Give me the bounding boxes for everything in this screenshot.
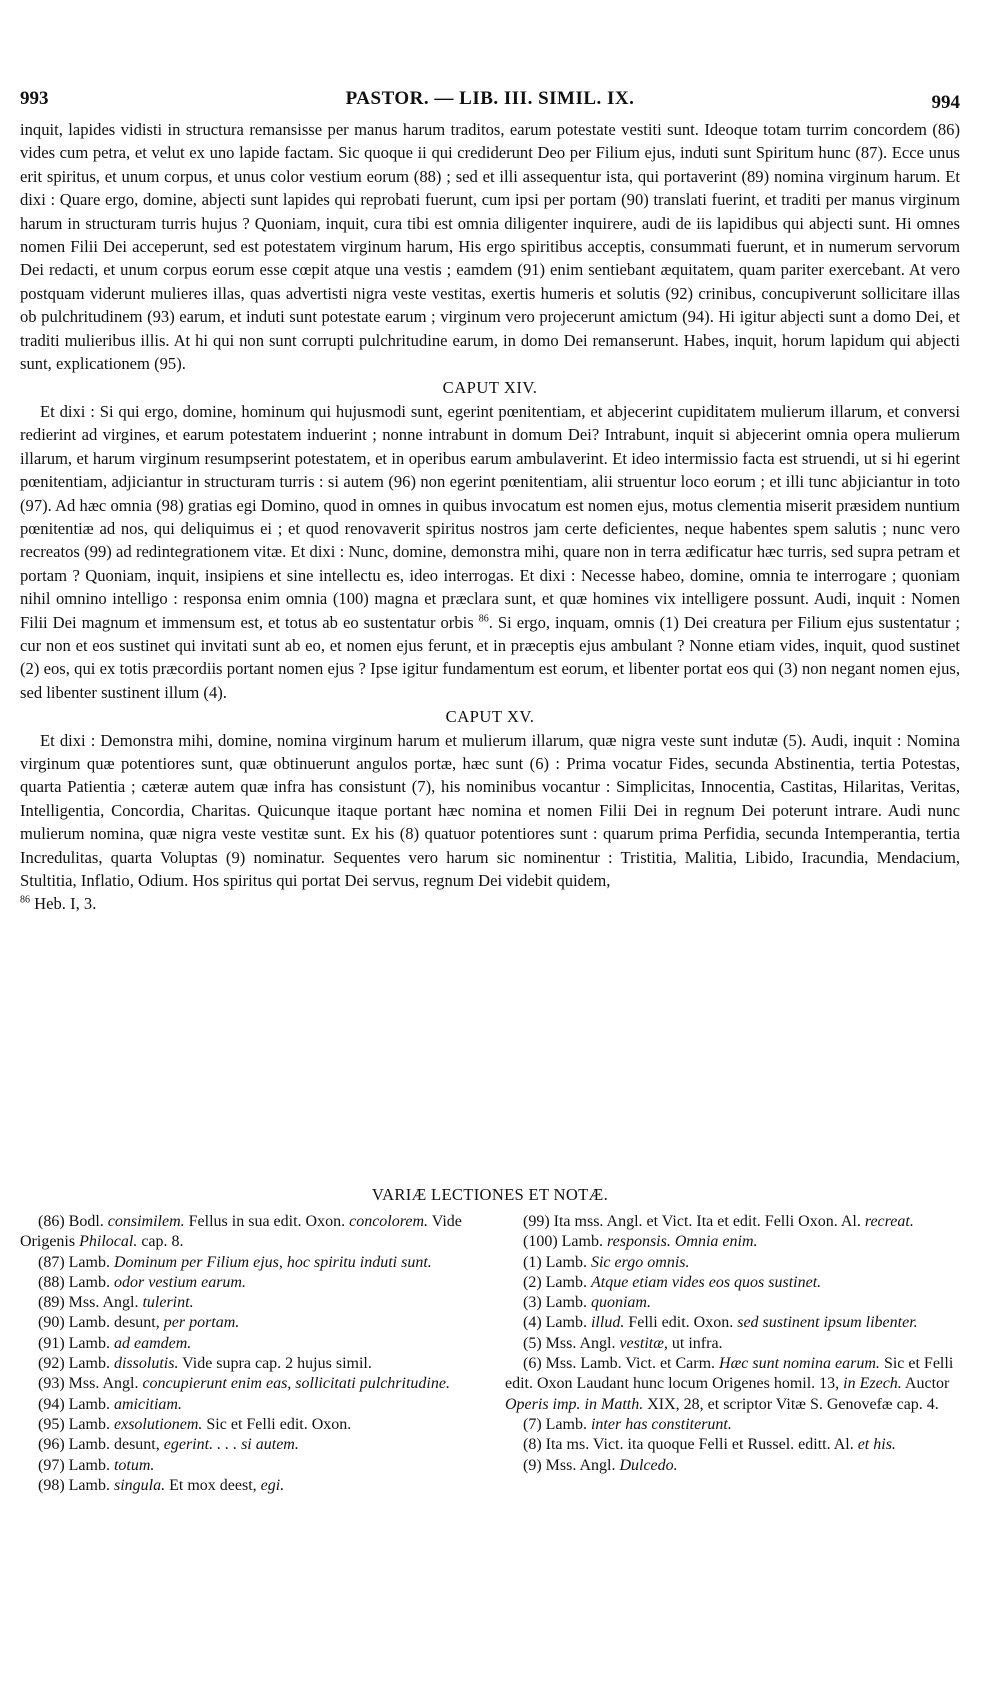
note-item [505, 1293, 960, 1313]
note-italic-text: concolorem. [349, 1213, 429, 1230]
note-italic-text: Dulcedo. [619, 1456, 678, 1474]
note-item [505, 1415, 960, 1435]
note-text: (5) Mss. Angl. [523, 1334, 620, 1352]
note-italic-text: singula. [113, 1476, 166, 1494]
note-item [20, 1354, 475, 1374]
note-text: (86) Bodl. [38, 1213, 108, 1230]
note-italic-text: inter has constiterunt. [590, 1415, 732, 1433]
note-italic-text: quoniam. [590, 1294, 651, 1312]
note-item [505, 1212, 960, 1232]
note-text: Sic et Felli edit. Oxon Laudant hunc locum Origenes homil. 13, [505, 1355, 954, 1393]
note-text: Et mox deest, [165, 1476, 261, 1494]
note-italic-text: egi. [260, 1476, 285, 1494]
note-italic-text: Dominum per Filium ejus, hoc spiritu induti sunt. [113, 1253, 432, 1271]
note-text: (8) Ita ms. Vict. ita quoque Felli et Russel. editt. Al. [523, 1436, 858, 1454]
note-item [20, 1435, 475, 1455]
note-italic-text: responsis. Omnia enim. [606, 1233, 758, 1251]
note-text: Vide Origenis [20, 1213, 462, 1251]
note-text: Vide supra cap. 2 hujus simil. [178, 1355, 372, 1373]
note-italic-text: sed sustinent ipsum libenter. [737, 1314, 918, 1332]
note-italic-text: amicitiam. [113, 1395, 182, 1413]
note-italic-text: dissolutis. [113, 1355, 179, 1373]
note-item [505, 1334, 960, 1354]
note-text: Fellus in sua edit. Oxon. [184, 1213, 350, 1230]
note-italic-text: Atque etiam vides eos quos sustinet. [590, 1273, 822, 1291]
notes-section [20, 1212, 960, 1496]
note-italic-text: vestitæ, [619, 1334, 668, 1352]
note-item [20, 1313, 475, 1333]
chapter-heading-14: CAPUT XIV. [442, 378, 538, 398]
paragraph-2-text: Et dixi : Si qui ergo, domine, hominum qui hujusmodi sunt, egerint pœnitentiam, et abjecerint cupiditatem mulierum illarum, et conversi redierint ad virgines, et earum potestatem induerint ; nonne intrabunt in domum Dei? Intrabunt, inquit si abjecerint omnia opera mulierum illarum, et harum virginum resumpserint potestatem, et in operibus earum ambulaverint. Et ideo intermissio facta est struendi, ut si hi egerint pœnitentiam, adjiciantur in structuram turris : si autem (96) non egerint pœnitentiam, alii struentur loco eorum ; et illi tunc abjiciantur in toto (97). Ad hæc omnia (98) gratias egi Domino, quod in omnes in quibus invocatum est nomen ejus, motus clementia miserit præsidem nuntium pœnitentiæ ad nos, qui deliquimus ei ; et quod renovaverit spiritus nostros jam certe deficientes, neque habentes spem salutis ; nunc vero recreatos (99) ad redintegrationem vitæ. Et dixi : Nunc, domine, demonstra mihi, quare non in terra ædificatur hæc turris, sed supra petram et portam ? Quoniam, inquit, insipiens et sine intellectu es, ideo interrogas. Et dixi : Necesse habeo, domine, omnia te interrogare ; quoniam nihil omnino intelligo : responsa enim omnia (100) magna et præclara sunt, et quæ homines vix intelligere possunt. Audi, inquit : Nomen Filii Dei magnum et immensum est, et totus ab eo sustentatur orbis [20, 401, 960, 632]
note-italic-text: Philocal. [79, 1233, 138, 1251]
note-item [505, 1435, 960, 1455]
note-italic-text: tulerint. [142, 1294, 194, 1312]
note-text: (93) Mss. Angl. [38, 1375, 143, 1393]
note-italic-text: per portam. [163, 1314, 240, 1332]
note-italic-text: totum. [113, 1456, 155, 1474]
note-italic-text: concupierunt enim eas, sollicitati pulchritudine. [142, 1375, 450, 1393]
note-text: (90) Lamb. desunt, [38, 1314, 164, 1332]
note-text: (7) Lamb. [523, 1415, 591, 1433]
note-item [20, 1253, 475, 1273]
note-italic-text: recreat. [864, 1213, 914, 1230]
note-text: (87) Lamb. [38, 1253, 114, 1271]
note-text: ut infra. [667, 1334, 723, 1352]
note-italic-text: illud. [590, 1314, 625, 1332]
note-text: (6) Mss. Lamb. Vict. et Carm. [523, 1355, 720, 1373]
note-text: (89) Mss. Angl. [38, 1294, 143, 1312]
note-text: (98) Lamb. [38, 1476, 114, 1494]
note-item [20, 1476, 475, 1496]
note-item [505, 1253, 960, 1273]
footnote-marker: 86 [478, 613, 489, 624]
footnote-ref-marker: 86 [20, 894, 30, 906]
note-italic-text: egerint. . . . si autem. [163, 1436, 299, 1454]
page-title: PASTOR. — LIB. III. SIMIL. IX. [345, 88, 635, 109]
chapter-heading-15: CAPUT XV. [445, 707, 535, 727]
paragraph-1: inquit, lapides vidisti in structura remansisse per manus harum traditos, earum potestate vestiti sunt. Ideoque totam turrim concordem (86) vides cum petra, et velut ex uno lapide factam. Sic quoque ii qui crediderunt Deo per Filium ejus, induti sunt Spiritum hunc (87). Ecce unus erit spiritus, et unum corpus, et unus color vestium eorum (88) ; sed et illi assequentur ista, qui portaverint (89) nomina virginum harum. Et dixi : Quare ergo, domine, abjecti sunt lapides qui reprobati fuerunt, cum ipsi per portam (90) translati fuerint, et traditi per manus virginum harum in structuram turris hujus ? Quoniam, inquit, cura tibi est omnia diligenter inquirere, audi de iis lapidibus qui abjecti sunt. Hi omnes nomen Filii Dei acceperunt, sed est potestatem virginum harum, His ergo spiritibus acceptis, consummati fuerunt, et in numerum servorum Dei redacti, et unum corpus eorum esse cœpit atque una vestis ; eamdem (91) enim sentiebant æquitatem, quam pariter exercebant. At vero postquam viderunt mulieres illas, quas advertisti nigra veste vestitas, exertis humeris et solutis (92) crinibus, concupiverunt sollicitare illas ob pulchritudinem (93) earum, et induti sunt potestate earum ; virginum vero projecerunt amictum (94). Hi igitur abjecti sunt a domo Dei, et traditi mulieribus illis. At hi qui non sunt corrupti pulchritudine earum, in domo Dei remanserunt. Habes, inquit, horum lapidum qui abjecti sunt, explicationem (95). [20, 120, 960, 374]
note-italic-text: Sic ergo omnis. [590, 1253, 690, 1271]
note-text: (4) Lamb. [523, 1314, 591, 1332]
paragraph-2 [20, 400, 960, 704]
note-item [20, 1334, 475, 1354]
note-italic-text: in Ezech. [843, 1375, 902, 1393]
note-text: Auctor [901, 1375, 950, 1393]
note-item [505, 1456, 960, 1476]
note-text: (94) Lamb. [38, 1395, 114, 1413]
page-number-right: 994 [931, 92, 960, 113]
note-item [505, 1273, 960, 1293]
note-italic-text: exsolutionem. [113, 1415, 203, 1433]
note-text: (91) Lamb. [38, 1334, 114, 1352]
note-italic-text: odor vestium earum. [113, 1273, 246, 1291]
note-italic-text: Operis imp. in Matth. [505, 1395, 644, 1413]
note-text: (88) Lamb. [38, 1273, 114, 1291]
note-text: (3) Lamb. [523, 1294, 591, 1312]
notes-title: VARIÆ LECTIONES ET NOTÆ. [371, 1185, 609, 1204]
note-text: cap. 8. [137, 1233, 184, 1251]
note-italic-text: ad eamdem. [113, 1334, 192, 1352]
note-item [20, 1293, 475, 1313]
paragraph-2-rest: . Si ergo, inquam, omnis (1) Dei creatura per Filium ejus sustentatur ; cur non et eos sustinet qui invitati sunt ab eo, et nomen ejus ferunt, et in præceptis ejus ambulant ? Nonne etiam vides, inquit, quod sustinet (2) eos, qui ex totis præcordiis portant nomen ejus ? Ipse igitur fundamentum est eorum, et libenter portat eos qui (3) non negant nomen ejus, sed libenter sustinent illum (4). [20, 612, 960, 702]
note-item [20, 1212, 475, 1253]
paragraph-3: Et dixi : Demonstra mihi, domine, nomina virginum harum et mulierum illarum, quæ nigra veste sunt indutæ (5). Audi, inquit : Nomina virginum quæ potentiores sunt, quæ obtinuerunt angulos portæ, hæc sunt (6) : Prima vocatur Fides, secunda Abstinentia, tertia Potestas, quarta Patientia ; cæteræ autem quæ infra has consistunt (7), his nominibus vocantur : Simplicitas, Innocentia, Castitas, Hilaritas, Veritas, Intelligentia, Concordia, Charitas. Quicunque itaque portant hæc nomina et nomen Filii Dei in regnum Dei poterunt intrare. Audi nunc mulierum nomina, quæ nigra veste vestitæ sunt. Ex his (8) quatuor potentiores sunt : quarum prima Perfidia, secunda Intemperantia, tertia Incredulitas, quarta Voluptas (9) nominatur. Sequentes vero harum sic nominentur : Tristitia, Malitia, Libido, Iracundia, Mendacium, Stultitia, Inflatio, Odium. Hos spiritus qui portat Dei servus, regnum Dei videbit quidem, [20, 730, 960, 890]
page-number-left: 993 [20, 88, 49, 109]
note-text: (2) Lamb. [523, 1273, 591, 1291]
note-item [505, 1313, 960, 1333]
note-text: (9) Mss. Angl. [523, 1456, 620, 1474]
note-item [20, 1374, 475, 1394]
note-item [20, 1456, 475, 1476]
note-italic-text: consimilem. [107, 1213, 185, 1230]
note-item [20, 1415, 475, 1435]
note-text: Sic et Felli edit. Oxon. [202, 1415, 352, 1433]
note-text: Felli edit. Oxon. [624, 1314, 738, 1332]
note-text: (92) Lamb. [38, 1355, 114, 1373]
note-item [505, 1232, 960, 1252]
note-text: (97) Lamb. [38, 1456, 114, 1474]
notes-left-column [20, 1212, 475, 1496]
note-item [505, 1354, 960, 1415]
footnote-reference [20, 892, 960, 915]
notes-right-column [505, 1212, 960, 1496]
note-text: (99) Ita mss. Angl. et Vict. Ita et edit. Felli Oxon. Al. [523, 1213, 865, 1230]
note-text: (96) Lamb. desunt, [38, 1436, 164, 1454]
note-text: (95) Lamb. [38, 1415, 114, 1433]
note-italic-text: et his. [857, 1436, 896, 1454]
note-text: (100) Lamb. [523, 1233, 607, 1251]
note-text: XIX, 28, et scriptor Vitæ S. Genovefæ cap. 4. [643, 1395, 939, 1413]
running-head [20, 88, 960, 114]
main-text [20, 118, 960, 916]
note-text: (1) Lamb. [523, 1253, 591, 1271]
footnote-ref-text: Heb. I, 3. [30, 894, 97, 914]
note-item [20, 1395, 475, 1415]
note-item [20, 1273, 475, 1293]
note-italic-text: Hæc sunt nomina earum. [719, 1355, 880, 1373]
